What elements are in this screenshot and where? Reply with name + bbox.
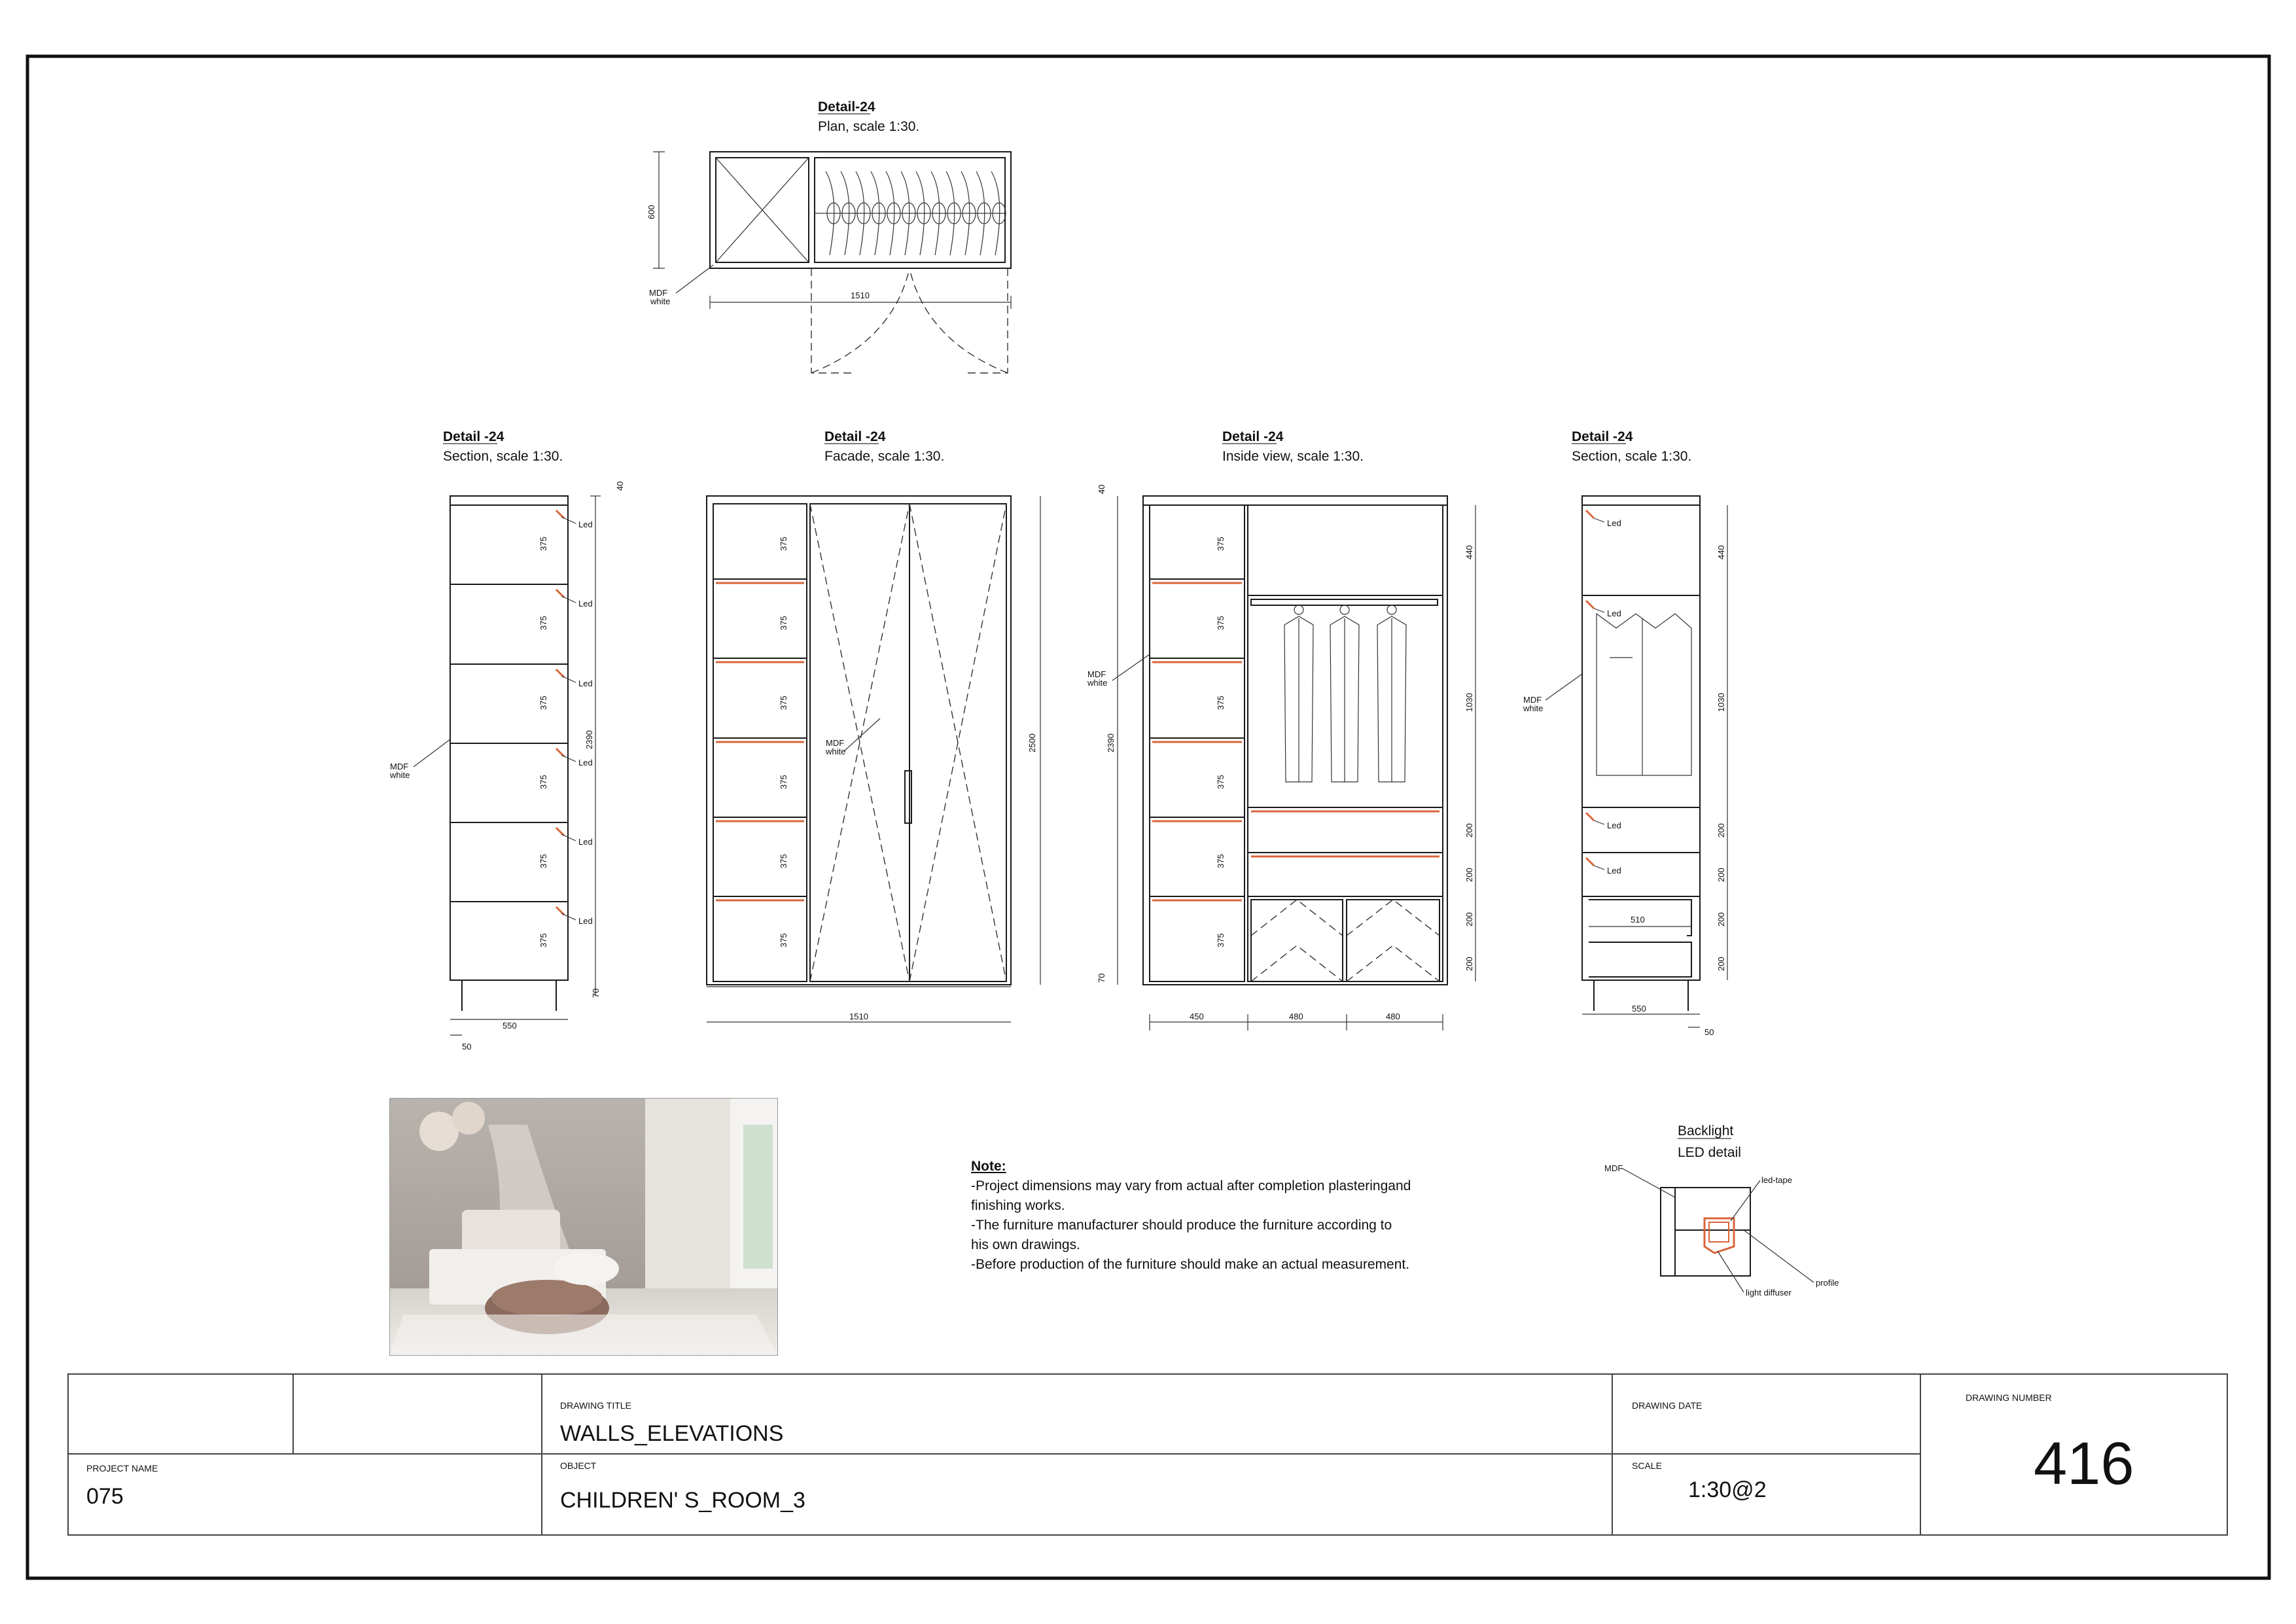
section-right-drawer-dim-1: 200 — [1716, 823, 1726, 838]
sheet-border — [27, 56, 2269, 1578]
section-left-shelf-dim: 375 — [539, 616, 548, 630]
backlight-led-tape: led-tape — [1761, 1175, 1792, 1185]
section-left-led-label: Led — [578, 520, 593, 529]
section-right-led-label: Led — [1607, 866, 1621, 875]
section-right-led-leader — [1594, 609, 1604, 612]
section-left-width-dim: 550 — [503, 1021, 517, 1031]
section-right-drawer-dim-4: 200 — [1716, 957, 1726, 971]
inside-shelf-dim: 375 — [1216, 696, 1226, 710]
drawing-number-label: DRAWING NUMBER — [1966, 1392, 2052, 1403]
section-left-shelf-dim: 375 — [539, 696, 548, 710]
section-left-view — [389, 429, 625, 1051]
section-right-led-label: Led — [1607, 518, 1621, 528]
facade-shelf-dim: 375 — [779, 854, 788, 868]
plan-subtitle: Plan, scale 1:30. — [818, 119, 920, 134]
object-name: CHILDREN' S_ROOM_3 — [560, 1488, 805, 1513]
section-right-width-dim: 550 — [1632, 1004, 1646, 1014]
inside-subtitle: Inside view, scale 1:30. — [1222, 449, 1364, 464]
facade-title: Detail -24 — [824, 429, 886, 444]
section-left-title: Detail -24 — [443, 429, 504, 444]
plan-mdf-white: white — [650, 296, 671, 306]
jacket-hanger — [1294, 605, 1303, 614]
drawing-date-label: DRAWING DATE — [1632, 1400, 1703, 1411]
inside-topgap-dim: 40 — [1097, 484, 1106, 494]
facade-width-dim: 1510 — [849, 1012, 868, 1021]
note-heading: Note: — [971, 1159, 1006, 1174]
section-left-shelf-dim: 375 — [539, 775, 548, 789]
section-right-leg-dim: 50 — [1704, 1027, 1714, 1037]
section-right-mdf: MDF — [1523, 695, 1542, 705]
inside-total-dim: 2390 — [1106, 733, 1116, 752]
section-right-led-leader — [1594, 518, 1604, 522]
section-left-leg-dim: 50 — [462, 1042, 472, 1051]
plan-title: Detail-24 — [818, 99, 875, 115]
inside-top-dim: 440 — [1464, 545, 1474, 559]
inside-drawer-dim-2: 200 — [1464, 868, 1474, 882]
note-line-2: finishing works. — [971, 1198, 1065, 1213]
section-left-shelf-dim: 375 — [539, 933, 548, 947]
section-right-drawer-dim-3: 200 — [1716, 912, 1726, 927]
inside-drawer-dim-4: 200 — [1464, 957, 1474, 971]
facade-shelf-dim: 375 — [779, 696, 788, 710]
section-left-led-mark — [556, 510, 564, 518]
facade-height-dim: 2500 — [1027, 733, 1037, 752]
section-right-drawer-dim-2: 200 — [1716, 868, 1726, 882]
section-left-led-mark — [556, 828, 564, 836]
inside-shelf-dim: 375 — [1216, 933, 1226, 947]
scale-value: 1:30@2 — [1688, 1477, 1767, 1502]
plan-width-dim: 1510 — [851, 291, 870, 300]
section-right-mdf-white: white — [1523, 703, 1544, 713]
section-left-top-dim: 40 — [615, 481, 625, 491]
inside-shelf-dim: 375 — [1216, 854, 1226, 868]
section-left-mdf-white: white — [390, 770, 410, 780]
facade-view — [707, 429, 1040, 1022]
section-left-shelf-dim: 375 — [539, 854, 548, 868]
project-name: 075 — [86, 1484, 124, 1509]
backlight-diffuser: light diffuser — [1746, 1288, 1792, 1297]
section-left-led-label: Led — [578, 679, 593, 688]
inside-w3-dim: 480 — [1386, 1012, 1400, 1021]
scale-label: SCALE — [1632, 1460, 1662, 1471]
drawing-title: WALLS_ELEVATIONS — [560, 1421, 784, 1446]
drawing-title-label: DRAWING TITLE — [560, 1400, 631, 1411]
inside-w2-dim: 480 — [1289, 1012, 1303, 1021]
section-right-hang-dim: 1030 — [1716, 693, 1726, 712]
section-right-led-leader — [1594, 821, 1604, 824]
section-left-led-label: Led — [578, 758, 593, 768]
section-left-led-label: Led — [578, 599, 593, 609]
inside-w1-dim: 450 — [1190, 1012, 1204, 1021]
jacket-hanger — [1340, 605, 1349, 614]
backlight-title: Backlight — [1678, 1123, 1734, 1139]
title-block-frame — [68, 1374, 2227, 1535]
project-name-label: PROJECT NAME — [86, 1463, 158, 1474]
inside-shelf-dim: 375 — [1216, 775, 1226, 789]
backlight-subtitle: LED detail — [1678, 1145, 1741, 1160]
inside-drawer-dim-1: 200 — [1464, 823, 1474, 838]
inside-shelf-dim: 375 — [1216, 616, 1226, 630]
section-left-mdf: MDF — [390, 762, 409, 771]
room-render-image — [389, 1098, 778, 1356]
section-right-subtitle: Section, scale 1:30. — [1572, 449, 1692, 464]
backlight-detail — [1604, 1123, 1839, 1297]
inside-shelf-dim: 375 — [1216, 537, 1226, 551]
inside-view — [1087, 429, 1475, 1031]
backlight-mdf: MDF — [1604, 1163, 1623, 1173]
note-line-5: -Before production of the furniture should make an actual measurement. — [971, 1257, 1410, 1272]
facade-subtitle: Facade, scale 1:30. — [824, 449, 945, 464]
section-left-total-dim: 2390 — [584, 730, 594, 749]
facade-shelf-dim: 375 — [779, 616, 788, 630]
section-right-title: Detail -24 — [1572, 429, 1633, 444]
section-right-led-mark — [1586, 510, 1594, 518]
plan-depth-dim: 600 — [646, 205, 656, 219]
section-right-led-label: Led — [1607, 609, 1621, 618]
section-left-led-mark — [556, 749, 564, 756]
facade-shelf-dim: 375 — [779, 775, 788, 789]
drawing-number: 416 — [2034, 1430, 2134, 1497]
section-left-shelf-dim: 375 — [539, 537, 548, 551]
section-right-inner-dim: 510 — [1631, 915, 1645, 925]
section-right-led-mark — [1586, 813, 1594, 821]
inside-mdf: MDF — [1087, 669, 1106, 679]
facade-mdf-white: white — [826, 747, 846, 756]
section-right-led-leader — [1594, 866, 1604, 870]
plan-view — [646, 99, 1011, 373]
inside-drawer-dim-3: 200 — [1464, 912, 1474, 927]
note-block — [971, 1157, 1429, 1275]
backlight-profile: profile — [1816, 1278, 1839, 1288]
section-left-led-label: Led — [578, 837, 593, 847]
note-line-3: -The furniture manufacturer should produce the furniture according to — [971, 1218, 1392, 1233]
section-right-top-dim: 440 — [1716, 545, 1726, 559]
section-right-led-label: Led — [1607, 821, 1621, 830]
object-label: OBJECT — [560, 1460, 597, 1471]
note-line-1: -Project dimensions may vary from actual after completion plasteringand — [971, 1178, 1411, 1193]
plan-mdf-label: MDF — [649, 288, 668, 298]
section-left-led-mark — [556, 669, 564, 677]
inside-mdf-white: white — [1087, 678, 1108, 688]
facade-shelf-dim: 375 — [779, 537, 788, 551]
note-line-4: his own drawings. — [971, 1237, 1080, 1252]
section-left-led-mark — [556, 907, 564, 915]
section-left-led-mark — [556, 590, 564, 597]
inside-title: Detail -24 — [1222, 429, 1284, 444]
section-right-led-mark — [1586, 601, 1594, 609]
section-left-subtitle: Section, scale 1:30. — [443, 449, 563, 464]
facade-mdf: MDF — [826, 738, 845, 748]
section-left-led-label: Led — [578, 916, 593, 926]
inside-plinth-dim: 70 — [1097, 973, 1106, 983]
facade-shelf-dim: 375 — [779, 933, 788, 947]
section-left-plinth-dim: 70 — [591, 988, 601, 998]
section-right-led-mark — [1586, 858, 1594, 866]
jacket-hanger — [1387, 605, 1396, 614]
inside-hang-dim: 1030 — [1464, 693, 1474, 712]
section-right-view — [1523, 429, 1727, 1037]
